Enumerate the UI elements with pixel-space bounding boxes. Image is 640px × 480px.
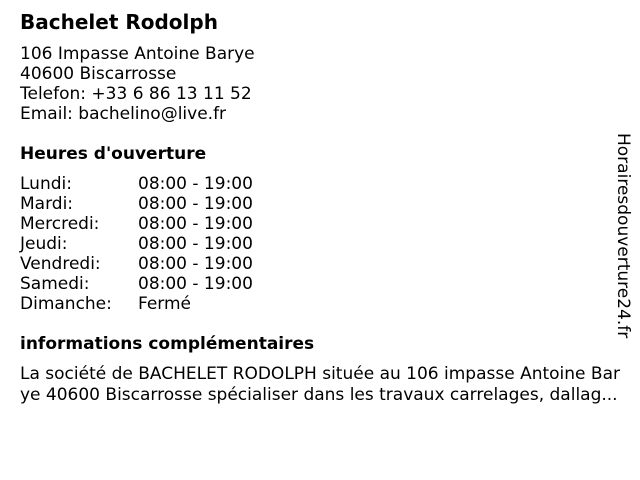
phone-text: Telefon: +33 6 86 13 11 52 <box>20 84 252 104</box>
hours-row <box>20 294 268 314</box>
hours-time: 08:00 - 19:00 <box>138 174 253 194</box>
hours-row <box>20 214 268 234</box>
contact-block <box>20 44 255 124</box>
hours-day: Samedi: <box>20 274 90 294</box>
hours-day: Jeudi: <box>20 234 68 254</box>
hours-table <box>20 174 268 314</box>
hours-row <box>20 254 268 274</box>
hours-day: Mercredi: <box>20 214 100 234</box>
hours-day: Vendredi: <box>20 254 101 274</box>
description-line-1: La société de BACHELET RODOLPH située au 106 impasse Antoine Bar <box>20 364 620 384</box>
hours-row <box>20 194 268 214</box>
address-line-1: 106 Impasse Antoine Barye <box>20 44 255 64</box>
hours-time: 08:00 - 19:00 <box>138 194 253 214</box>
info-heading: informations complémentaires <box>20 334 315 354</box>
hours-time: 08:00 - 19:00 <box>138 214 253 234</box>
site-watermark: Horairesdouverture24.fr <box>613 133 633 339</box>
hours-time: 08:00 - 19:00 <box>138 274 253 294</box>
hours-day: Dimanche: <box>20 294 112 314</box>
hours-time: Fermé <box>138 294 192 314</box>
company-name: Bachelet Rodolph <box>20 10 218 34</box>
hours-row <box>20 174 268 194</box>
hours-heading: Heures d'ouverture <box>20 144 207 164</box>
hours-time: 08:00 - 19:00 <box>138 234 253 254</box>
hours-row <box>20 274 268 294</box>
hours-row <box>20 234 268 254</box>
address-line-2: 40600 Biscarrosse <box>20 64 177 84</box>
email-text: Email: bachelino@live.fr <box>20 104 227 124</box>
hours-day: Lundi: <box>20 174 72 194</box>
description-line-2: ye 40600 Biscarrosse spécialiser dans les travaux carrelages, dallag... <box>20 385 618 405</box>
hours-day: Mardi: <box>20 194 74 214</box>
description <box>20 364 632 406</box>
hours-time: 08:00 - 19:00 <box>138 254 253 274</box>
